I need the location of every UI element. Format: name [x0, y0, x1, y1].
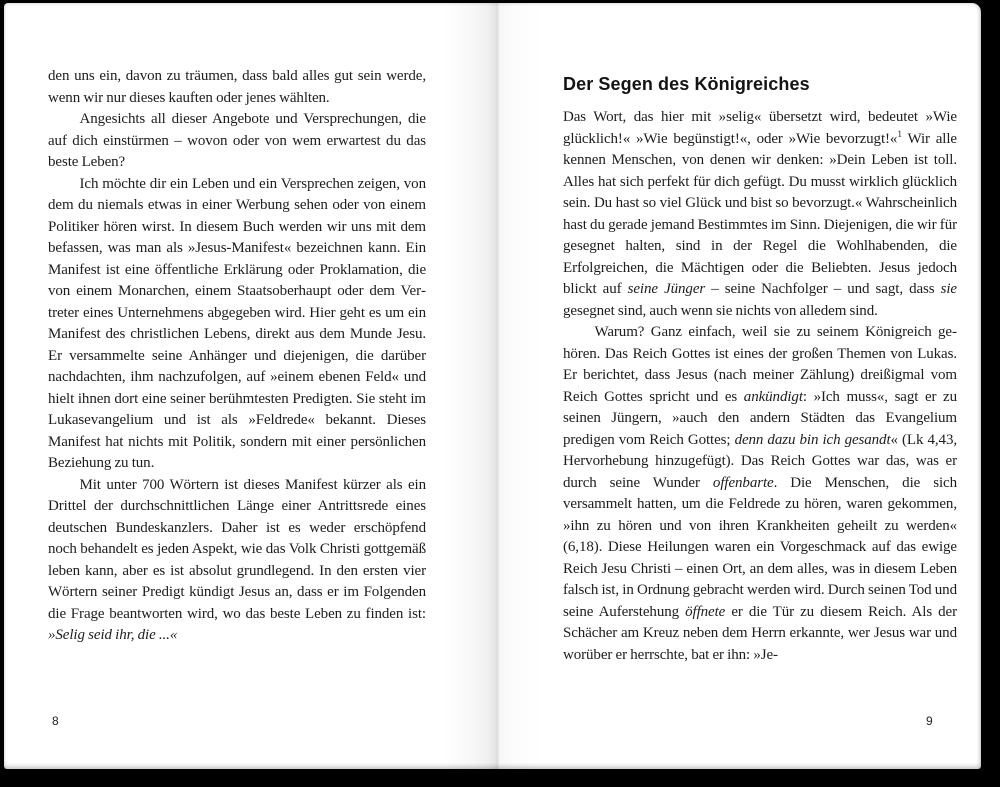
page-right	[493, 3, 981, 769]
text-segment: Wir alle kennen Menschen, von denen wir denken: »Dein Leben ist toll. Alles hat sich perfekt für dich gefügt. Du musst wirklich glücklich sein. Du hast so viel Glück und bist so bevorzugt.« Wahrscheinlich hast du gerade jemand Bestimmtes im Sinn. Diejenigen, die wir für gesegnet halten, sind in der Regel die Wohlhabenden, die Erfolgreichen, die Mächtigen oder die Beliebten. Jesus jedoch blickt auf	[563, 130, 957, 297]
paragraph	[48, 109, 426, 174]
text-segment: – seine Nachfolger – und sagt, dass	[705, 281, 941, 297]
text-segment: « (Lk 4,43, Hervorhebung hinzugefügt). Das Reich Gottes war das, was er durch seine Wunder	[563, 431, 957, 491]
text-segment: . Die Menschen, die sich versammelt hatten, um die Feldrede zu hören, waren gekommen, »ihn zu hören und von ihren Krankheiten geheilt zu werden« (6,18). Diese Heilungen waren ein Vorgeschmack auf das ewige Reich Jesu Christi – einen Ort, an dem alles, was in diesem Leben falsch ist, in Ordnung gebracht werden wird. Durch seinen Tod und seine Auferstehung	[563, 474, 958, 620]
text-segment: den uns ein, davon zu träumen, dass bald alles gut sein werde, wenn wir nur dieses kauften oder jenes wählten.	[48, 68, 426, 106]
text-segment: : »Ich muss«, sagt er zu seinen Jüngern, »auch den andern Städten das Evangelium predigen vom Reich Gottes;	[563, 388, 957, 448]
page-number-right: 9	[926, 714, 933, 728]
text-segment: Ich möchte dir ein Leben und ein Versprechen zeigen, von dem du niemals etwas in einer Werbung sehen oder von einem Politiker hören wirst. In diesem Buch werden wir uns mit dem befassen, was man als »Jesus-Manifest« bezeichnen kann. Ein Manifest ist eine öffentliche Erklärung oder Proklamation, die von einem Monarchen, einem Staatsoberhaupt oder dem Vertreter eines Unternehmens abgegeben wird. Hier geht es um ein Manifest des christlichen Lebens, direkt aus dem Munde Jesu. Er versammelte seine Anhänger und diejenigen, die darüber nachdachten, ihm nachzufolgen, auf »einem ebenen Feld« und hielt ihnen dort eine seiner berühmtesten Predigten. Sie steht im Lukasevangelium und ist als »Feldrede« bekannt. Dieses Manifest hat nichts mit Politik, sondern mit einer persönlichen Beziehung zu tun.	[48, 175, 426, 471]
open-book	[4, 3, 981, 769]
page-right-text	[563, 107, 957, 666]
text-segment: offenbarte	[712, 474, 774, 491]
page-number-left: 8	[52, 714, 59, 728]
paragraph	[563, 322, 957, 666]
text-segment: er die Tür zu diesem Reich. Als der Schächer am Kreuz neben dem Herrn erkannte, wer Jesus war und worüber er herrschte, bat er ihn: »Je-	[563, 603, 957, 663]
text-segment: Angesichts all dieser Angebote und Versprechungen, die auf dich einstürmen – wovon oder von wem erwartest du das beste Leben?	[48, 111, 426, 170]
paragraph	[48, 174, 426, 475]
paragraph	[48, 475, 426, 647]
text-segment: Warum? Ganz einfach, weil sie zu seinem Königreich gehören. Das Reich Gottes ist eines der großen Themen von Lukas. Er berichtet, dass Jesus (nach meiner Zählung) dreißigmal vom Reich Gottes spricht und es	[563, 324, 957, 405]
paragraph	[48, 66, 426, 109]
text-segment: »Selig seid ihr, die ...«	[48, 627, 178, 643]
paragraph	[563, 107, 957, 322]
footnote-marker: 1	[897, 129, 902, 140]
text-segment: seine Jünger	[627, 281, 706, 297]
page-left	[4, 3, 493, 769]
page-left-text	[48, 66, 426, 647]
text-segment: gesegnet sind, auch wenn sie nichts von alledem sind.	[563, 302, 878, 319]
text-segment: denn dazu bin ich gesandt	[734, 431, 891, 448]
text-segment: ankündigt	[743, 388, 803, 405]
text-segment: Mit unter 700 Wörtern ist dieses Manifest kürzer als ein Drittel der durchschnittlichen Länge einer Antrittsrede eines deutschen Bundeskanzlers. Daher ist es weder erschöpfend noch behandelt es jeden Aspekt, wie das Volk Christi gottgemäß leben kann, aber es ist absolut grundlegend. In den ersten vier Wörtern seiner Predigt kündigt Jesus an, dass er im Folgenden die Frage beantworten wird, wo das beste Leben zu finden ist:	[48, 476, 426, 622]
chapter-heading: Der Segen des Königreiches	[563, 74, 810, 94]
text-segment: Das Wort, das hier mit »selig« übersetzt wird, bedeutet »Wie glücklich!« »Wie begünstigt!«, oder »Wie bevorzugt!«	[563, 109, 957, 147]
text-segment: öffnete	[685, 603, 726, 620]
text-segment: sie	[940, 281, 957, 297]
